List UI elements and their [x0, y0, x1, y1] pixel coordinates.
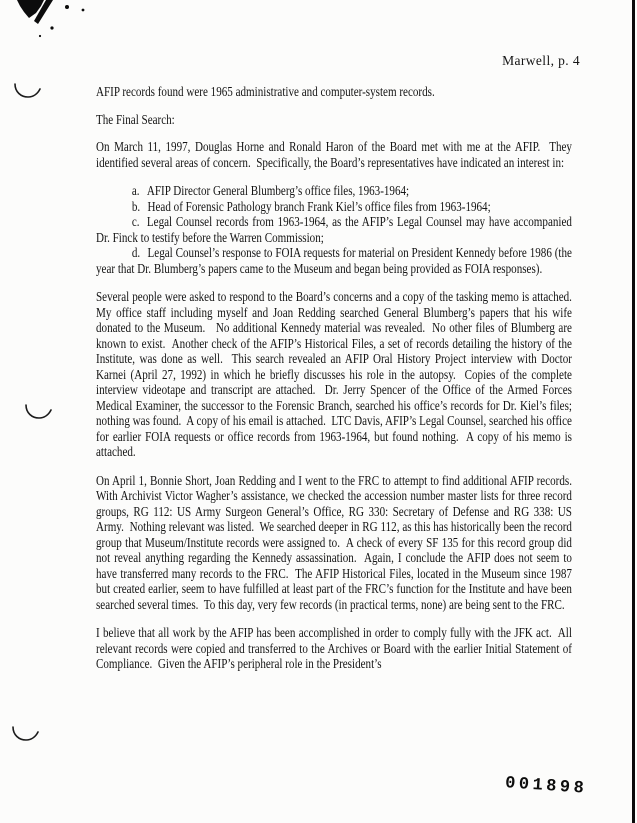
ink-blot-artifact [0, 0, 100, 45]
concern-item-d [96, 245, 575, 276]
paragraph-frc-visit: On April 1, Bonnie Short, Joan Redding and I went to the FRC to attempt to find additional AFIP records. With Archivist Victor Wagher’s assistance, we checked the accession number master lists for three record groups, RG 112: US Army Surgeon General’s Office, RG 330: Secretary of Defense and RG 338: US Army. Nothing relevant was listed. We searched deeper in RG 112, as this has historically been the record group that Museum/Institute records were assigned to. A check of every SF 135 for this record group did not reveal anything regarding the Kennedy assassination. Again, I conclude the AFIP does not seem to have transferred many records to the FRC. The AFIP Historical Files, located in the Museum since 1987 but created earlier, seem to have fulfilled at least part of the FRC’s function for the Institute and have been searched several times. To this day, very few records (in practical terms, none) are being sent to the FRC. [96, 472, 578, 612]
item-label: b. [131, 198, 141, 214]
margin-crescent-mark-bottom [11, 726, 39, 743]
page-annotation: Marwell, p. 4 [502, 53, 580, 68]
concern-item-c [96, 214, 575, 245]
scan-edge-line [632, 0, 635, 823]
concern-list [96, 183, 575, 276]
item-label: c. [131, 214, 140, 229]
paragraph-search-efforts: Several people were asked to respond to the Board’s concerns and a copy of the tasking memo is attached. My office staff including myself and Joan Redding searched General Blumberg’s papers that his wife donated to the Museum. No additional Kennedy material was revealed. No other files of Blumberg are known to exist. Another check of the AFIP’s Historical Files, a set of records detailing the history of the Institute, was done as well. This search revealed an AFIP Oral History Project interview with Doctor Karnei (April 27, 1992) in which he briefly discusses his role in the autopsy. Copies of the complete interview videotape and transcript are attached. Dr. Jerry Spencer of the Office of the Armed Forces Medical Examiner, the successor to the Forensic Branch, searched his office’s records for Dr. Kiel’s files; nothing was found. A copy of his email is attached. LTC Davis, AFIP’s Legal Counsel, searched his office for earlier FOIA requests or office records from 1963-1964, but found nothing. A copy of his memo is attached. [96, 289, 578, 459]
document-number-stamp: 001898 [504, 774, 588, 799]
intro-paragraph: AFIP records found were 1965 administrative and computer-system records. [96, 84, 435, 99]
item-label: d. [131, 245, 141, 260]
margin-crescent-mark-top [13, 83, 41, 100]
paragraph-march-meeting: On March 11, 1997, Douglas Horne and Ronald Haron of the Board met with me at the AFIP. They identified several areas of concern. Specifically, the Board’s representatives have indicated an interest in: [96, 139, 575, 170]
concern-item-a [96, 183, 572, 199]
item-label: a. [131, 183, 140, 198]
paragraph-compliance: I believe that all work by the AFIP has been accomplished in order to comply fully with the JFK act. All relevant records were copied and transferred to the Archives or Board with the earlier Initial Statement of Compliance. Given the AFIP’s peripheral role in the President’s [96, 625, 575, 671]
concern-item-b [96, 199, 572, 215]
item-text: Head of Forensic Pathology branch Frank Kiel’s office files from 1963-1964; [147, 198, 491, 214]
item-text: Legal Counsel records from 1963-1964, as the AFIP’s Legal Counsel may have accompanied Dr. Finck to testify before the Warren Commission; [96, 214, 575, 245]
item-text: AFIP Director General Blumberg’s office files, 1963-1964; [146, 183, 410, 198]
section-heading: The Final Search: [96, 111, 175, 127]
margin-crescent-mark-middle [24, 404, 52, 421]
document-body [96, 84, 578, 672]
item-text: Legal Counsel’s response to FOIA requests for material on President Kennedy before 1986 (the year that Dr. Blumberg’s papers came to the Museum and began being provided as FOIA responses). [96, 245, 575, 276]
